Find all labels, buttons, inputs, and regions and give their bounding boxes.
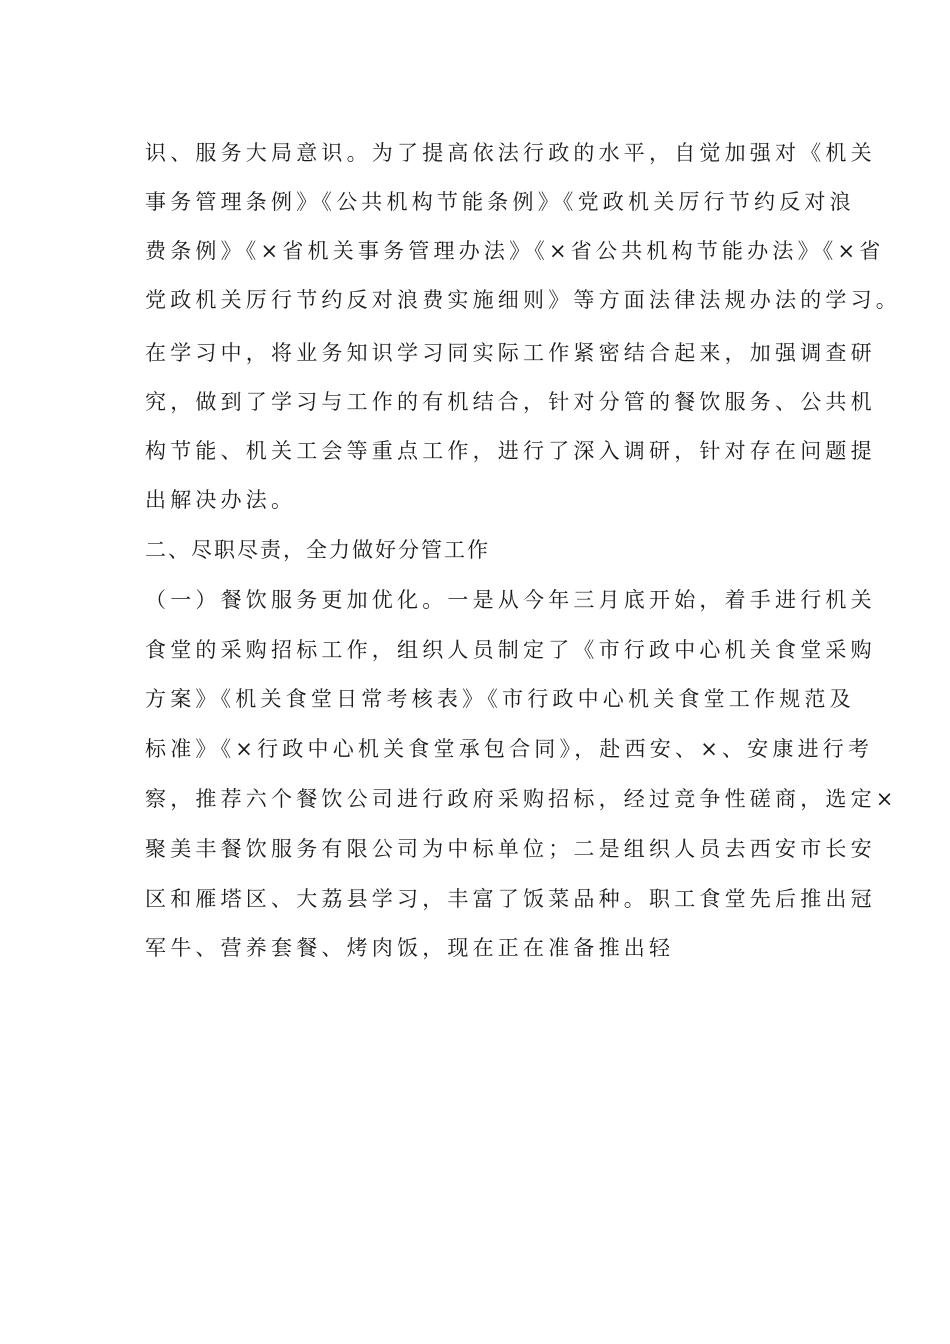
body-text-line: 食堂的采购招标工作，组织人员制定了《市行政中心机关食堂采购 bbox=[145, 638, 876, 662]
body-text-line: 察，推荐六个餐饮公司进行政府采购招标，经过竞争性磋商，选定× bbox=[145, 787, 898, 811]
body-text-line: （一）餐饮服务更加优化。一是从今年三月底开始，着手进行机关 bbox=[145, 588, 876, 612]
body-text-line: 究，做到了学习与工作的有机结合，针对分管的餐饮服务、公共机 bbox=[145, 390, 876, 414]
body-text-line: 聚美丰餐饮服务有限公司为中标单位；二是组织人员去西安市长安 bbox=[145, 837, 876, 861]
body-text-line: 区和雁塔区、大荔县学习，丰富了饭菜品种。职工食堂先后推出冠 bbox=[145, 887, 876, 911]
body-text-line: 标准》《×行政中心机关食堂承包合同》，赴西安、×、安康进行考 bbox=[145, 737, 874, 761]
section-heading: 二、尽职尽责，全力做好分管工作 bbox=[145, 538, 490, 562]
body-text-line: 费条例》《×省机关事务管理办法》《×省公共机构节能办法》《×省 bbox=[145, 239, 885, 263]
body-text-line: 方案》《机关食堂日常考核表》《市行政中心机关食堂工作规范及 bbox=[145, 687, 855, 711]
body-text-line: 党政机关厉行节约反对浪费实施细则》等方面法律法规办法的学习。 bbox=[145, 288, 901, 312]
body-text-line: 在学习中，将业务知识学习同实际工作紧密结合起来，加强调查研 bbox=[145, 341, 876, 365]
body-text-line: 事务管理条例》《公共机构节能条例》《党政机关厉行节约反对浪 bbox=[145, 190, 855, 214]
body-text-line: 构节能、机关工会等重点工作，进行了深入调研，针对存在问题提 bbox=[145, 439, 876, 463]
body-text-line: 识、服务大局意识。为了提高依法行政的水平，自觉加强对《机关 bbox=[145, 141, 876, 165]
body-text-line: 军牛、营养套餐、烤肉饭，现在正在准备推出轻 bbox=[145, 936, 675, 960]
body-text-line: 出解决办法。 bbox=[145, 488, 297, 512]
